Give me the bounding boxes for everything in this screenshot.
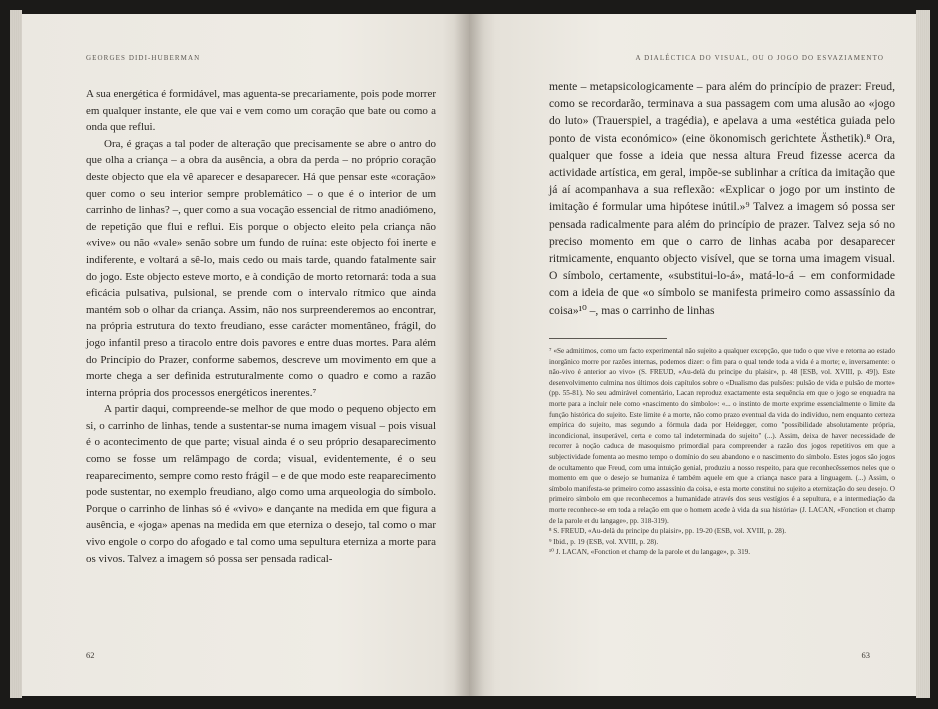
footnote-rule <box>549 338 667 339</box>
page-number-left: 62 <box>86 650 95 660</box>
footnotes <box>549 346 895 558</box>
footnote: ⁷ «Se admitimos, como um facto experimental não sujeito a qualquer excepção, que tudo o que vive e retorna ao estado inorgânico morre por razões internas, podemos dizer: o fim para o qual tende toda a vida é a morte; e, inversamente: o não-vivo é anterior ao vivo» (S. FREUD, «Au-delà du principe du plaisir», p. 48 [ESB, vol. XVIII, p. 49]). Este desenvolvimento culmina nos últimos dois capítulos sobre o «Dualismo das pulsões: pulsão de vida e pulsão de morte» (pp. 55-81). No seu admirável comentário, Lacan reproduz exactamente esta sequência em que o jogo se enquadra na morte para a incluir nele como «nascimento do símbolo»: «... o instinto de morte exprime essencialmente o limite da função histórica do sujeito. Este limite é a morte, não como prazo eventual da vida do indivíduo, nem enquanto certeza empírica do sujeito, mas segundo a fórmula dada por Heidegger, como "possibilidade absolutamente própria, incondicional, insuperável, certa e como tal indeterminada do sujeito" (...). Assim, deixa de haver necessidade de recorrer à noção caduca de masoquismo primordial para compreender a razão dos jogos repetitivos em que a subjectividade fomenta ao mesmo tempo o domínio do seu abandono e o nascimento do símbolo. Estes jogos são jogos de ocultamento que Freud, com uma intuição genial, produziu a nosso respeito, para que reconhecêssemos neles que o momento em que o desejo se humaniza é também aquele em que a criança nasce para a linguagem. (...) Assim, o símbolo manifesta-se primeiro como assassínio da coisa, e esta morte constitui no sujeito a eternização do seu desejo. O primeiro símbolo em que reconhecemos a humanidade através dos seus vestígios é a sepultura, e a intermediação da morte reconhece-se em toda a relação em que o homem acede à vida da sua história» (J. LACAN, «Fonction et champ de la parole et du langage», pp. 318-319). <box>549 347 895 525</box>
paragraph: mente – metapsicologicamente – para além do princípio de prazer: Freud, como se recordarão, terminava a sua passagem com uma alusão ao «jogo do luto» (Trauerspiel, a tragédia), e apelava a uma «estética guiada pelo ponto de vista económico» (eine ökonomisch gerichtete Ästhetik).⁸ Ora, qualquer que fosse a ideia que nessa altura Freud fizesse acerca da actividade artística, em geral, impõe-se sublinhar a crítica da imitação que já aí acompanhava a sua reflexão: «Explicar o jogo por um instinto de imitação é formular uma hipótese inútil.»⁹ Talvez a imagem só possa ser pensada radicalmente para além do princípio de prazer. Talvez seja só no preciso momento em que o carro de linhas acaba por desaparecer ritmicamente, enquanto objecto visível, que se torna uma imagem visual. O símbolo, certamente, «substitui-lo-á», matá-lo-á – em conformidade com a ideia de que «o símbolo se manifesta primeiro como assassínio da coisa»¹⁰ –, mas o carrinho de linhas <box>549 80 895 317</box>
running-head-left: GEORGES DIDI-HUBERMAN <box>86 54 201 62</box>
right-body-text <box>549 78 895 319</box>
paragraph: A sua energética é formidável, mas aguenta-se precariamente, pois pode morrer em qualquer instante, ele que vai e vem como um coração que bate ou como a onda que reflui. <box>86 88 436 134</box>
paragraph: Ora, é graças a tal poder de alteração que precisamente se abre o antro do que olha a criança – a obra da ausência, a obra da perda – no próprio coração deste objecto que ela vê aparecer e desaparecer. Há que pensar este «coração» quer como o seu interior sempre problemático – o que é o interior de um carrinho de linhas? –, quer como a sua vocação essencial de ritmo anadiómeno, de repetição que flui e reflui. Eis porque o objecto eleito pela criança não «vive» ou não «vale» senão sobre um fundo de ruína: este objecto foi inerte e indiferente, e voltará a sê-lo, mais cedo ou mais tarde, quando fatalmente sair do jogo. Este objecto esteve morto, e à condição de morto retornará: toda a sua eficácia pulsativa, pulsional, se prende com o intervalo rítmico que ainda mantém sob o olhar da criança. Assim, não nos surpreenderemos ao encontrar, na própria estrutura do texto freudiano, esse carácter momentâneo, frágil, do jogo infantil preso a tiracolo entre dois pavores e entre duas mortes. Para além do Princípio do Prazer, conforme sabemos, descreve um movimento em que a morte chega a ser definida estruturalmente como o quadro e como a razão interna própria dos processos energéticos inerentes.⁷ <box>86 137 436 399</box>
page-edges-right <box>916 10 930 698</box>
footnote: ⁸ S. FREUD, «Au-delà du principe du plaisir», pp. 19-20 (ESB, vol. XVIII, p. 28). <box>549 527 787 536</box>
page-edges-left <box>10 10 22 698</box>
running-head-right: A DIALÉCTICA DO VISUAL, OU O JOGO DO ESVAZIAMENTO <box>635 54 884 62</box>
paragraph: A partir daqui, compreende-se melhor de que modo o pequeno objecto em si, o carrinho de linhas, tende a sustentar-se numa imagem visual – pois visual é o acontecimento de que parte; visual ainda é o seu próprio desaparecimento como se fosse um relâmpago de corda; visual, evidentemente, é o seu reaparecimento, sempre como resto frágil – e de que modo este reaparecimento pode sustentar, no exemplo freudiano, algo como uma arqueologia do símbolo. Porque o carrinho de linhas só é «vivo» e dançante na medida em que figura a ausência, e «joga» apenas na medida em que eterniza o desejo, tal como o mar vivo engole o corpo do afogado e tal como uma sepultura eterniza a morte para os vivos. Talvez a imagem só possa ser pensada radical- <box>86 403 436 565</box>
left-page <box>22 14 469 696</box>
right-page <box>469 14 916 696</box>
left-body-text <box>86 86 436 567</box>
footnote: ¹⁰ J. LACAN, «Fonction et champ de la parole et du langage», p. 319. <box>549 548 751 557</box>
page-number-right: 63 <box>861 650 870 660</box>
footnote: ⁹ Ibid., p. 19 (ESB, vol. XVIII, p. 28). <box>549 537 659 546</box>
